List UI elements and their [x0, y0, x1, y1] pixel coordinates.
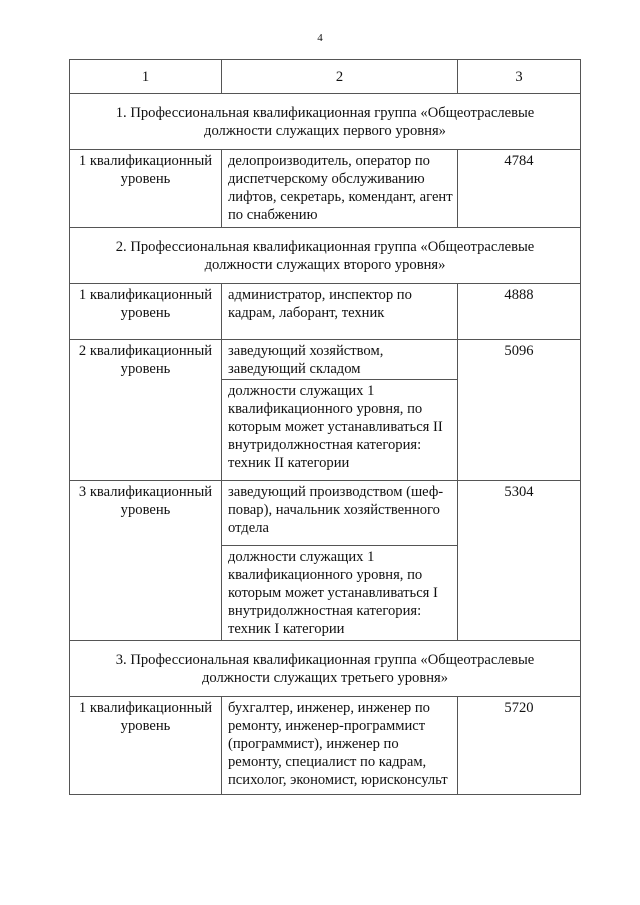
column-number-1: 1: [70, 60, 222, 94]
table-row: [70, 697, 581, 795]
salary-cell: 4784: [458, 150, 581, 228]
salary-cell: 5096: [458, 340, 581, 481]
group-title: 3. Профессиональная квалификационная группа «Общеотраслевые должности служащих третьего уровня»: [70, 641, 581, 697]
table-row: [70, 340, 581, 380]
group-header-row: [70, 641, 581, 697]
page-number: 4: [317, 32, 323, 44]
qualification-table: [69, 59, 581, 795]
positions-cell: администратор, инспектор по кадрам, лаборант, техник: [222, 284, 458, 340]
salary-cell: 5304: [458, 481, 581, 641]
qualification-level: 2 квалификационный уровень: [70, 340, 222, 481]
positions-cell: должности служащих 1 квалификационного уровня, по которым может устанавливаться II внутридолжностная категория: техник II категории: [222, 380, 458, 481]
qualification-level: 1 квалификационный уровень: [70, 284, 222, 340]
positions-cell: делопроизводитель, оператор по диспетчерскому обслуживанию лифтов, секретарь, комендант, агент по снабжению: [222, 150, 458, 228]
qualification-level: 3 квалификационный уровень: [70, 481, 222, 641]
table-row: [70, 481, 581, 546]
table-header-row: [70, 60, 581, 94]
column-number-3: 3: [458, 60, 581, 94]
qualification-level: 1 квалификационный уровень: [70, 150, 222, 228]
positions-cell: должности служащих 1 квалификационного уровня, по которым может устанавливаться I внутридолжностная категория: техник I категории: [222, 546, 458, 641]
group-title: 1. Профессиональная квалификационная группа «Общеотраслевые должности служащих первого уровня»: [70, 94, 581, 150]
column-number-2: 2: [222, 60, 458, 94]
salary-cell: 4888: [458, 284, 581, 340]
group-header-row: [70, 228, 581, 284]
positions-cell: заведующий хозяйством, заведующий складом: [222, 340, 458, 380]
positions-cell: бухгалтер, инженер, инженер по ремонту, инженер-программист (программист), инженер по ремонту, специалист по кадрам, психолог, экономист, юрисконсульт: [222, 697, 458, 795]
positions-cell: заведующий производством (шеф-повар), начальник хозяйственного отдела: [222, 481, 458, 546]
qualification-level: 1 квалификационный уровень: [70, 697, 222, 795]
group-title: 2. Профессиональная квалификационная группа «Общеотраслевые должности служащих второго уровня»: [70, 228, 581, 284]
salary-cell: 5720: [458, 697, 581, 795]
group-header-row: [70, 94, 581, 150]
table-row: [70, 284, 581, 340]
table-row: [70, 150, 581, 228]
